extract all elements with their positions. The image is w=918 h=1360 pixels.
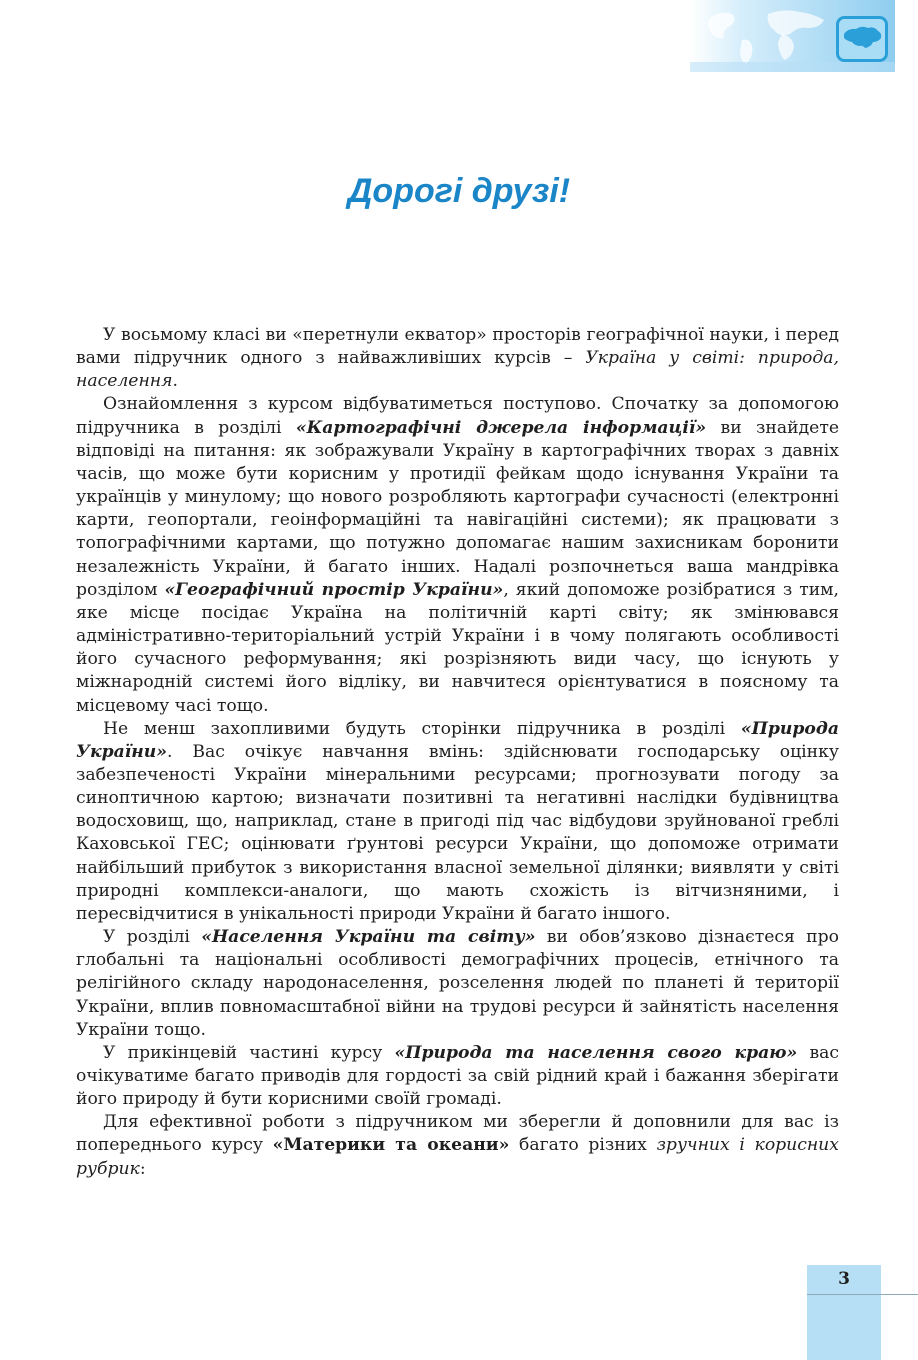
paragraph-text: Ознайомлення з курсом відбуватиметься поступово. Спочатку за допомогою підручника в розділі [76, 394, 839, 438]
paragraph-5 [76, 1042, 839, 1111]
course-title: Україна у світі: природа, населення [76, 348, 839, 392]
paragraph-6 [76, 1111, 839, 1180]
paragraph-text: вас очікуватиме багато приводів для гордості за свій рідний край і бажання зберігати його природу й бути корисними своїй громаді. [76, 1042, 840, 1110]
section-title: «Географічний простір України» [164, 579, 504, 600]
page-number: 3 [838, 1269, 850, 1289]
section-title: «Природа України» [76, 718, 839, 762]
section-title: «Картографічні джерела інформації» [295, 417, 707, 438]
paragraph-3 [76, 718, 839, 926]
paragraph-text: ви знайдете відповіді на питання: як зображували Україну в картографічних творах з давніх часів, що може бути корисним у протидії фейкам щодо існування України та українців у минулому; що нового розробляють картографи сучасності (електронні карти, геопортали, геоінформаційні та навігаційні системи); як працювати з топографічними картами, що потужно допомагає нашим захисникам боронити незалежність України, й багато інших. Надалі розпочнеться ваша мандрівка розділом [76, 417, 840, 600]
ukraine-map-icon [836, 16, 888, 62]
paragraph-text: ви обов’язково дізнаєтеся про глобальні та національні особливості демографічних процесів, етнічного та релігійного складу народонаселення, розселення людей по планеті й території України, вплив повномасштабної війни на трудові ресурси й зайнятість населення України тощо. [76, 927, 839, 1040]
paragraph-text: Не менш захопливими будуть сторінки підручника в розділі [103, 718, 726, 739]
section-title: «Природа та населення свого краю» [394, 1042, 798, 1063]
paragraph-4 [76, 926, 839, 1042]
paragraph-text: У прикінцевій частині курсу [103, 1042, 383, 1063]
punctuation: . [172, 371, 178, 392]
page-title: Дорогі друзі! [347, 172, 571, 210]
paragraph-1 [76, 324, 839, 393]
rubrics-phrase: зручних і корисних рубрик [76, 1135, 839, 1179]
paragraph-text: багато різних [519, 1135, 647, 1156]
paragraph-text: У восьмому класі ви «перетнули екватор» просторів географічної науки, і перед вами підручник одного з найважливіших курсів – [76, 325, 839, 369]
paragraph-text: Для ефективної роботи з підручником ми зберегли й доповнили для вас із попереднього курсу [76, 1112, 839, 1156]
paragraph-text: , який допоможе розібратися з тим, яке місце посідає Україна на політичній карті світу; як змінювався адміністративно-територіальний устрій України і в чому полягають особливості його сучасного реформування; які розрізняють види часу, що існують у міжнародній системі його відліку, ви навчитеся орієнтуватися в поясному та місцевому часі тощо. [76, 579, 839, 716]
paragraph-text: . Вас очікує навчання вмінь: здійснювати господарську оцінку забезпеченості України мінеральними ресурсами; прогнозувати погоду за синоптичною картою; визначати позитивні та негативні наслідки будівництва водосховищ, що, наприклад, стане в пригоді під час відбудови зруйнованої греблі Каховської ГЕС; оцінювати ґрунтові ресурси України, що допоможе отримати найбільший прибуток з використання власної земельної ділянки; виявляти у світі природні комплекси-аналоги, що мають схожість із вітчизняними, і пересвідчитися в унікальності природи України й багато іншого. [76, 741, 839, 924]
paragraph-2 [76, 393, 839, 717]
punctuation: : [139, 1158, 146, 1179]
section-title: «Населення України та світу» [201, 927, 536, 948]
intro-text [76, 324, 839, 1181]
divider [807, 1294, 918, 1295]
paragraph-text: У розділі [103, 927, 190, 948]
course-name: «Материки та океани» [272, 1135, 510, 1156]
